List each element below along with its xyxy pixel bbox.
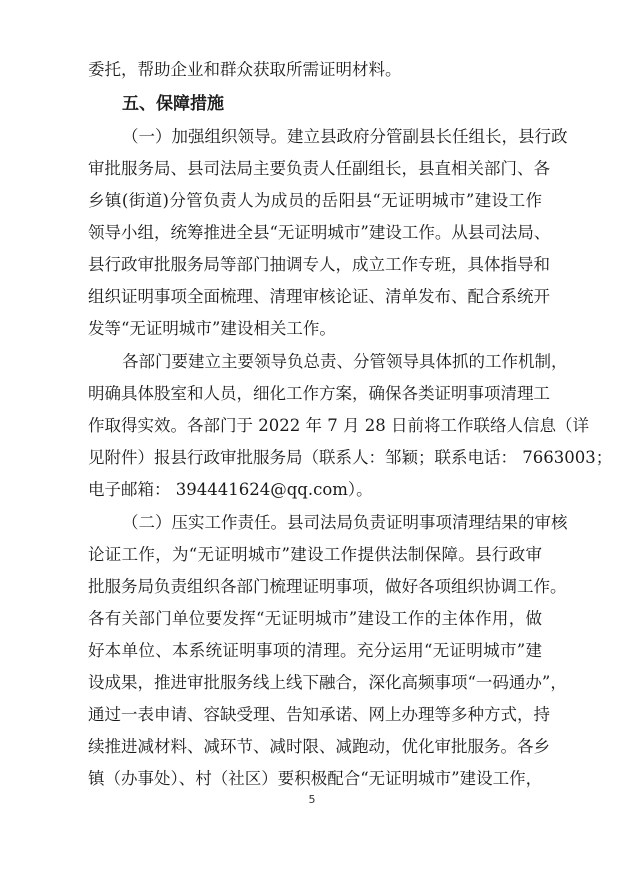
text-line: 电子邮箱： 394441624@qq.com）。 — [88, 480, 373, 499]
text-line: 各有关部门单位要发挥“无证明城市”建设工作的主体作用，做 — [88, 609, 542, 628]
text-line: 镇（办事处）、村（社区）要积极配合“无证明城市”建设工作， — [88, 769, 543, 788]
page-number: 5 — [308, 793, 316, 806]
text-line: 县行政审批服务局等部门抽调专人，成立工作专班，具体指导和 — [88, 255, 550, 274]
text-line: 论证工作，为“无证明城市”建设工作提供法制保障。县行政审 — [88, 545, 542, 564]
text-line: （二）压实工作责任。县司法局负责证明事项清理结果的审核 — [122, 513, 568, 532]
text-line: 审批服务局、县司法局主要负责人任副组长，县直相关部门、各 — [88, 159, 550, 178]
text-line: 设成果，推进审批服务线上线下融合，深化高频事项“一码通办”， — [88, 673, 567, 692]
text-line: 通过一表申请、容缺受理、告知承诺、网上办理等多种方式，持 — [88, 705, 550, 724]
text-line: 领导小组，统筹推进全县“无证明城市”建设工作。从县司法局、 — [88, 223, 551, 242]
text-line: 好本单位、本系统证明事项的清理。充分运用“无证明城市”建 — [88, 641, 542, 660]
text-line: 作取得实效。各部门于 2022 年 7 月 28 日前将工作联络人信息（详 — [88, 416, 589, 435]
text-line: 各部门要建立主要领导负总责、分管领导具体抓的工作机制， — [122, 352, 568, 371]
section-heading: 五、保障措施 — [122, 94, 224, 114]
text-line: 组织证明事项全面梳理、清理审核论证、清单发布、配合系统开 — [88, 287, 550, 306]
text-line: 乡镇(街道)分管负责人为成员的岳阳县“无证明城市”建设工作 — [88, 191, 542, 210]
text-line: 见附件）报县行政审批服务局（联系人：邹颖；联系电话： 7663003； — [88, 448, 613, 467]
text-line: 明确具体股室和人员，细化工作方案，确保各类证明事项清理工 — [88, 384, 550, 403]
text-line: （一）加强组织领导。建立县政府分管副县长任组长，县行政 — [122, 127, 568, 146]
text-line: 续推进减材料、减环节、减时限、减跑动，优化审批服务。各乡 — [88, 737, 550, 756]
text-line: 批服务局负责组织各部门梳理证明事项，做好各项组织协调工作。 — [88, 577, 567, 596]
text-line: 委托，帮助企业和群众获取所需证明材料。 — [88, 60, 402, 79]
text-line: 发等“无证明城市”建设相关工作。 — [88, 319, 336, 338]
